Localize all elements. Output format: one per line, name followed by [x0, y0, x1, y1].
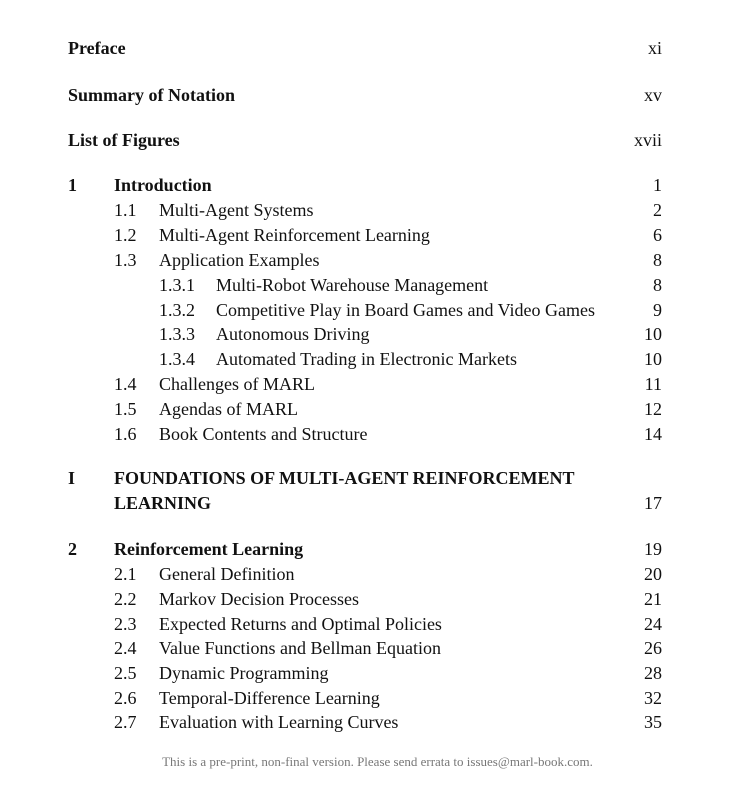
entry-title: Summary of Notation — [68, 85, 235, 105]
entry-page: 32 — [644, 688, 662, 708]
entry-page: 9 — [653, 300, 662, 320]
entry-page: 10 — [644, 349, 662, 369]
entry-page: 12 — [644, 399, 662, 419]
entry-number: 1.3.4 — [159, 349, 195, 369]
entry-title: Evaluation with Learning Curves — [159, 712, 399, 732]
toc-entry-chapter[interactable] — [0, 537, 755, 561]
toc-entry-part[interactable] — [0, 466, 755, 490]
entry-title: Introduction — [114, 175, 212, 195]
toc-entry-chapter[interactable] — [0, 173, 755, 197]
entry-number: 1.6 — [114, 424, 137, 444]
entry-page: 20 — [644, 564, 662, 584]
toc-entry-section[interactable] — [0, 223, 755, 247]
entry-title: Reinforcement Learning — [114, 539, 304, 559]
entry-page: 6 — [653, 225, 662, 245]
toc-entry-section[interactable] — [0, 686, 755, 710]
entry-page: 28 — [644, 663, 662, 683]
entry-number: 1.3.2 — [159, 300, 195, 320]
entry-number: I — [68, 468, 76, 488]
entry-title: Expected Returns and Optimal Policies — [159, 614, 442, 634]
toc-entry-section[interactable] — [0, 248, 755, 272]
entry-page: 26 — [644, 638, 662, 658]
toc-entry-subsection[interactable] — [0, 322, 755, 346]
entry-page: 8 — [653, 250, 662, 270]
entry-title: Autonomous Driving — [216, 324, 370, 344]
entry-page: 8 — [653, 275, 662, 295]
entry-page: 2 — [653, 200, 662, 220]
entry-title: List of Figures — [68, 130, 180, 150]
entry-number: 1.1 — [114, 200, 137, 220]
entry-title: Competitive Play in Board Games and Video Games — [216, 300, 596, 320]
entry-page: 10 — [644, 324, 662, 344]
entry-number: 1.3.1 — [159, 275, 195, 295]
entry-number: 2.5 — [114, 663, 137, 683]
toc-entry-front[interactable] — [0, 36, 755, 60]
entry-page: 14 — [644, 424, 662, 444]
entry-number: 2.1 — [114, 564, 137, 584]
entry-title: Multi-Agent Reinforcement Learning — [159, 225, 430, 245]
toc-entry-subsection[interactable] — [0, 347, 755, 371]
toc-entry-section[interactable] — [0, 710, 755, 734]
toc-entry-front[interactable] — [0, 128, 755, 152]
entry-title: Book Contents and Structure — [159, 424, 368, 444]
toc-entry-subsection[interactable] — [0, 298, 755, 322]
entry-number: 2.6 — [114, 688, 137, 708]
entry-number: 1.3 — [114, 250, 137, 270]
entry-title: Value Functions and Bellman Equation — [159, 638, 441, 658]
entry-title: Markov Decision Processes — [159, 589, 359, 609]
entry-page: 1 — [653, 175, 662, 195]
entry-title: Dynamic Programming — [159, 663, 329, 683]
entry-number: 1.5 — [114, 399, 137, 419]
toc-entry-partcont[interactable] — [0, 491, 755, 515]
entry-title: Agendas of MARL — [159, 399, 298, 419]
entry-page: 19 — [644, 539, 662, 559]
entry-number: 2.3 — [114, 614, 137, 634]
entry-number: 2.2 — [114, 589, 137, 609]
entry-title: Application Examples — [159, 250, 320, 270]
entry-number: 2 — [68, 539, 77, 559]
toc-entry-section[interactable] — [0, 397, 755, 421]
entry-number: 1 — [68, 175, 77, 195]
entry-title: Multi-Robot Warehouse Management — [216, 275, 489, 295]
entry-page: xvii — [633, 130, 662, 150]
entry-title: Preface — [68, 38, 126, 58]
toc-entry-front[interactable] — [0, 83, 755, 107]
toc-entry-section[interactable] — [0, 372, 755, 396]
entry-number: 1.4 — [114, 374, 137, 394]
toc-entry-section[interactable] — [0, 422, 755, 446]
entry-page: 17 — [644, 493, 662, 513]
entry-number: 2.4 — [114, 638, 137, 658]
footer-note: This is a pre-print, non-final version. Please send errata to issues@marl-book.com. — [162, 754, 593, 769]
entry-page: 35 — [644, 712, 662, 732]
toc-entry-section[interactable] — [0, 636, 755, 660]
entry-title: General Definition — [159, 564, 295, 584]
entry-page: 24 — [644, 614, 662, 634]
toc-entry-section[interactable] — [0, 587, 755, 611]
entry-page: xi — [647, 38, 662, 58]
entry-page: xv — [644, 85, 662, 105]
entry-title: Challenges of MARL — [159, 374, 315, 394]
entry-page: 21 — [644, 589, 662, 609]
entry-number: 1.3.3 — [159, 324, 195, 344]
entry-number: 1.2 — [114, 225, 137, 245]
entry-title: Temporal-Difference Learning — [159, 688, 380, 708]
toc-entry-section[interactable] — [0, 661, 755, 685]
entry-page: 11 — [644, 374, 662, 394]
toc-entry-section[interactable] — [0, 562, 755, 586]
entry-title: FOUNDATIONS OF MULTI-AGENT REINFORCEMENT — [114, 468, 575, 488]
entry-title: LEARNING — [114, 493, 212, 513]
entry-title: Multi-Agent Systems — [159, 200, 314, 220]
toc-entry-subsection[interactable] — [0, 273, 755, 297]
toc-entry-section[interactable] — [0, 198, 755, 222]
entry-title: Automated Trading in Electronic Markets — [216, 349, 517, 369]
entry-number: 2.7 — [114, 712, 137, 732]
toc-entry-section[interactable] — [0, 612, 755, 636]
